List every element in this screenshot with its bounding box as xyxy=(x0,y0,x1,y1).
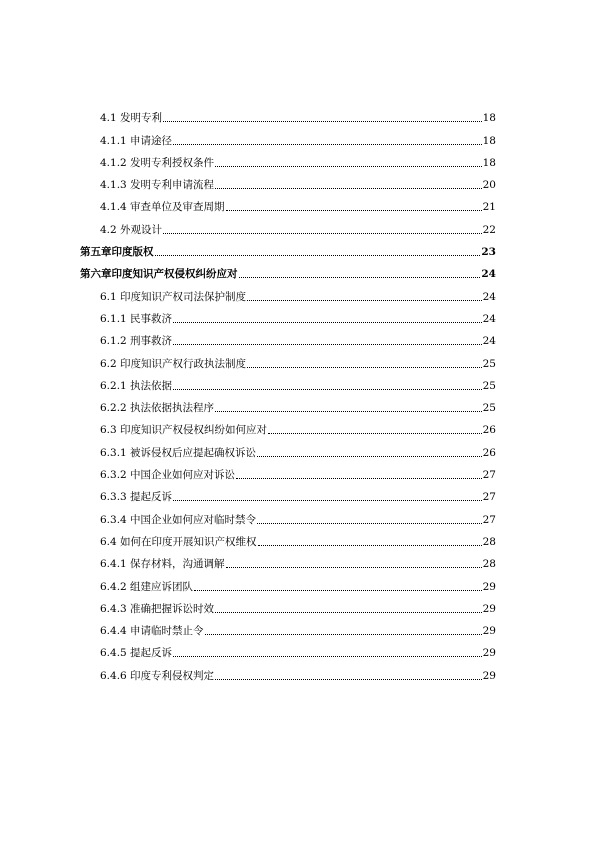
toc-dot-leader xyxy=(215,611,482,613)
toc-page-number: 27 xyxy=(482,469,496,482)
toc-dot-leader xyxy=(163,232,482,234)
toc-entry-title: 6.4.3 准确把握诉讼时效 xyxy=(100,602,215,615)
toc-entry[interactable] xyxy=(80,192,496,214)
toc-dot-leader xyxy=(173,343,482,345)
toc-dot-leader xyxy=(268,432,482,434)
toc-chapter-entry[interactable] xyxy=(80,259,496,281)
toc-dot-leader xyxy=(215,187,482,189)
toc-page-number: 24 xyxy=(482,290,496,303)
toc-entry[interactable] xyxy=(80,170,496,192)
toc-dot-leader xyxy=(155,254,481,256)
toc-entry[interactable] xyxy=(80,348,496,370)
toc-dot-leader xyxy=(215,678,482,680)
toc-entry[interactable] xyxy=(80,125,496,147)
toc-entry[interactable] xyxy=(80,638,496,660)
toc-page-number: 25 xyxy=(482,402,496,415)
toc-entry-title: 第六章印度知识产权侵权纠纷应对 xyxy=(80,268,238,281)
toc-entry[interactable] xyxy=(80,504,496,526)
toc-entry-title: 6.4 如何在印度开展知识产权维权 xyxy=(100,535,257,548)
toc-page-number: 23 xyxy=(481,246,496,259)
toc-entry[interactable] xyxy=(80,549,496,571)
toc-dot-leader xyxy=(194,589,482,591)
toc-page-number: 18 xyxy=(482,134,496,147)
toc-page-number: 26 xyxy=(482,424,496,437)
toc-entry[interactable] xyxy=(80,660,496,682)
toc-page-number: 25 xyxy=(482,357,496,370)
toc-entry-title: 6.3.3 提起反诉 xyxy=(100,491,173,504)
toc-page-number: 25 xyxy=(482,379,496,392)
toc-entry-title: 4.2 外观设计 xyxy=(100,223,163,236)
table-of-contents xyxy=(80,103,496,683)
toc-page-number: 29 xyxy=(482,602,496,615)
toc-dot-leader xyxy=(236,477,482,479)
toc-entry-title: 6.2.2 执法依据执法程序 xyxy=(100,402,215,415)
toc-entry-title: 4.1.4 审查单位及审查周期 xyxy=(100,201,225,214)
toc-dot-leader xyxy=(239,276,481,278)
toc-entry[interactable] xyxy=(80,616,496,638)
toc-page-number: 29 xyxy=(482,625,496,638)
toc-page-number: 28 xyxy=(482,535,496,548)
toc-entry[interactable] xyxy=(80,393,496,415)
toc-page-number: 29 xyxy=(482,647,496,660)
toc-dot-leader xyxy=(215,165,482,167)
toc-dot-leader xyxy=(226,209,482,211)
toc-entry-title: 4.1.2 发明专利授权条件 xyxy=(100,156,215,169)
toc-entry-title: 第五章印度版权 xyxy=(80,246,154,259)
toc-entry-title: 4.1.3 发明专利申请流程 xyxy=(100,179,215,192)
toc-dot-leader xyxy=(173,388,482,390)
toc-page-number: 24 xyxy=(482,312,496,325)
toc-dot-leader xyxy=(205,633,482,635)
toc-entry[interactable] xyxy=(80,482,496,504)
toc-entry[interactable] xyxy=(80,415,496,437)
toc-entry[interactable] xyxy=(80,326,496,348)
toc-entry[interactable] xyxy=(80,148,496,170)
toc-page-number: 18 xyxy=(482,156,496,169)
toc-page-number: 20 xyxy=(482,179,496,192)
toc-page-number: 26 xyxy=(482,446,496,459)
toc-entry-title: 6.4.4 申请临时禁止令 xyxy=(100,625,204,638)
toc-entry-title: 6.2 印度知识产权行政执法制度 xyxy=(100,357,247,370)
toc-entry-title: 6.1.1 民事救济 xyxy=(100,312,173,325)
toc-page-number: 18 xyxy=(482,112,496,125)
toc-page-number: 24 xyxy=(481,268,496,281)
toc-dot-leader xyxy=(257,455,482,457)
toc-dot-leader xyxy=(163,120,482,122)
toc-page-number: 29 xyxy=(482,669,496,682)
toc-dot-leader xyxy=(257,522,482,524)
toc-page-number: 21 xyxy=(482,201,496,214)
toc-page-number: 27 xyxy=(482,491,496,504)
toc-entry-title: 6.1.2 刑事救济 xyxy=(100,335,173,348)
toc-entry[interactable] xyxy=(80,214,496,236)
toc-entry-title: 6.4.1 保存材料，沟通调解 xyxy=(100,558,225,571)
toc-entry[interactable] xyxy=(80,527,496,549)
toc-dot-leader xyxy=(173,143,482,145)
toc-chapter-entry[interactable] xyxy=(80,237,496,259)
toc-entry[interactable] xyxy=(80,460,496,482)
toc-entry[interactable] xyxy=(80,304,496,326)
toc-dot-leader xyxy=(226,566,482,568)
toc-entry[interactable] xyxy=(80,371,496,393)
toc-dot-leader xyxy=(258,544,482,546)
toc-page-number: 27 xyxy=(482,513,496,526)
toc-dot-leader xyxy=(173,321,482,323)
toc-entry-title: 6.3.2 中国企业如何应对诉讼 xyxy=(100,469,236,482)
toc-entry-title: 6.1 印度知识产权司法保护制度 xyxy=(100,290,247,303)
toc-entry-title: 4.1 发明专利 xyxy=(100,112,163,125)
toc-entry[interactable] xyxy=(80,281,496,303)
toc-entry[interactable] xyxy=(80,594,496,616)
toc-entry-title: 6.4.5 提起反诉 xyxy=(100,647,173,660)
toc-entry[interactable] xyxy=(80,437,496,459)
toc-entry-title: 6.4.2 组建应诉团队 xyxy=(100,580,194,593)
toc-entry-title: 6.3.4 中国企业如何应对临时禁令 xyxy=(100,513,257,526)
toc-page-number: 28 xyxy=(482,558,496,571)
toc-entry-title: 6.2.1 执法依据 xyxy=(100,379,173,392)
toc-dot-leader xyxy=(173,499,482,501)
toc-dot-leader xyxy=(215,410,482,412)
toc-dot-leader xyxy=(247,299,482,301)
toc-page-number: 24 xyxy=(482,335,496,348)
toc-entry-title: 6.3 印度知识产权侵权纠纷如何应对 xyxy=(100,424,268,437)
toc-dot-leader xyxy=(173,655,482,657)
toc-entry-title: 6.4.6 印度专利侵权判定 xyxy=(100,669,215,682)
toc-entry-title: 4.1.1 申请途径 xyxy=(100,134,173,147)
toc-entry-title: 6.3.1 被诉侵权后应提起确权诉讼 xyxy=(100,446,257,459)
toc-entry[interactable] xyxy=(80,103,496,125)
toc-entry[interactable] xyxy=(80,571,496,593)
toc-page-number: 29 xyxy=(482,580,496,593)
toc-dot-leader xyxy=(247,366,482,368)
toc-page-number: 22 xyxy=(482,223,496,236)
